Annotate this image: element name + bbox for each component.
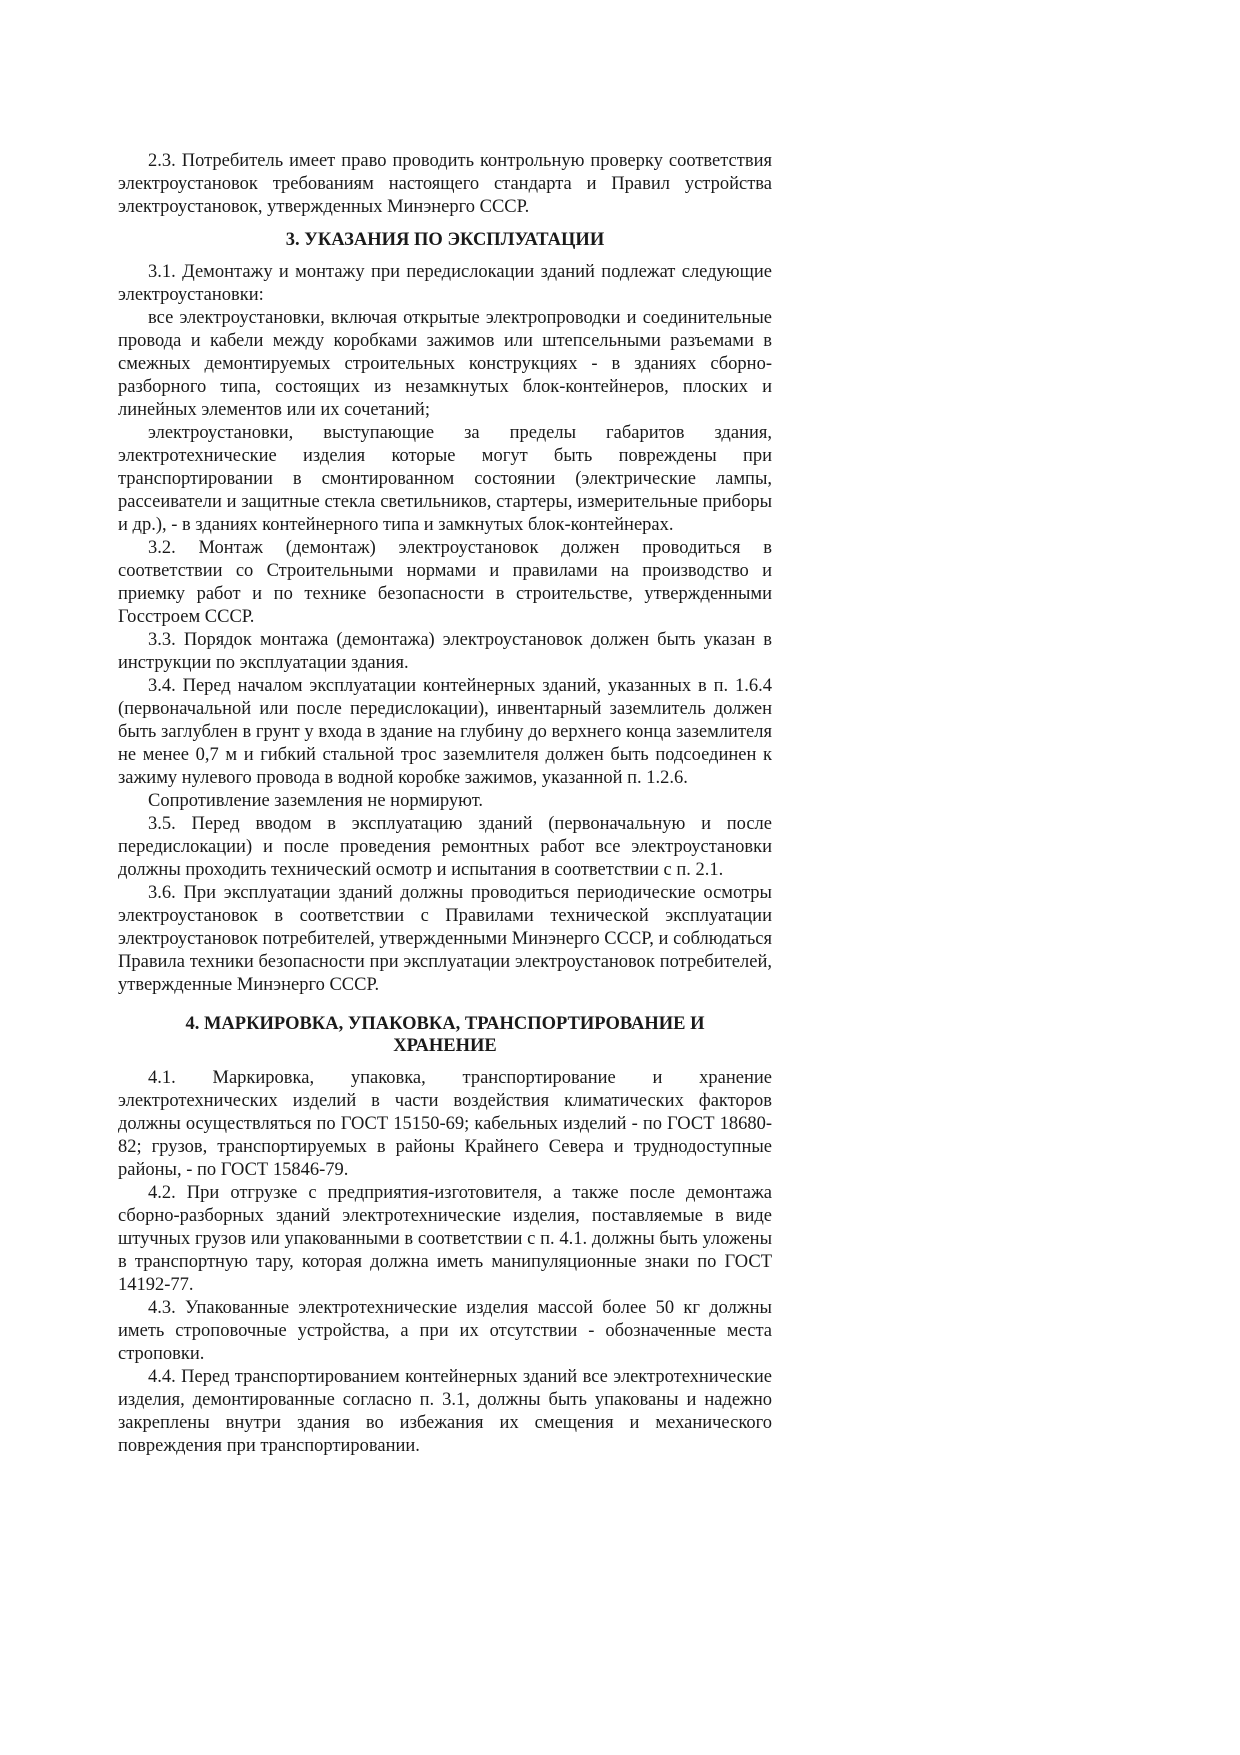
paragraph-3-3: 3.3. Порядок монтажа (демонтажа) электроустановок должен быть указан в инструкции по эксплуатации здания. [118,630,772,673]
paragraph-3-1-item-b: электроустановки, выступающие за пределы габаритов здания, электротехнические изделия которые могут быть повреждены при транспортировании в смонтированном состоянии (электрические лампы, рассеиватели и защитные стекла светильников, стартеры, измерительные приборы и др.), - в зданиях контейнерного типа и замкнутых блок-контейнерах. [118,423,772,535]
paragraph-3-2: 3.2. Монтаж (демонтаж) электроустановок должен проводиться в соответствии со Строительными нормами и правилами на производство и приемку работ и по технике безопасности в строительстве, утвержденными Госстроем СССР. [118,538,772,627]
paragraph-4-2: 4.2. При отгрузке с предприятия-изготовителя, а также после демонтажа сборно-разборных зданий электротехнические изделия, поставляемые в виде штучных грузов или упакованными в соответствии с п. 4.1. должны быть уложены в транспортную тару, которая должна иметь манипуляционные знаки по ГОСТ 14192-77. [118,1183,772,1295]
paragraph-3-5: 3.5. Перед вводом в эксплуатацию зданий (первоначальную и после передислокации) и после проведения ремонтных работ все электроустановки должны проходить технический осмотр и испытания в соответствии с п. 2.1. [118,814,772,880]
paragraph-3-1: 3.1. Демонтажу и монтажу при передислокации зданий подлежат следующие электроустановки: [118,262,772,305]
paragraph-3-1-item-a: все электроустановки, включая открытые электропроводки и соединительные провода и кабели между коробками зажимов или штепсельными разъемами в смежных демонтируемых строительных конструкциях - в зданиях сборно-разборного типа, состоящих из незамкнутых блок-контейнеров, плоских и линейных элементов или их сочетаний; [118,308,772,420]
paragraph-4-4: 4.4. Перед транспортированием контейнерных зданий все электротехнические изделия, демонтированные согласно п. 3.1, должны быть упакованы и надежно закреплены внутри здания во избежания их смещения и механического повреждения при транспортировании. [118,1367,772,1456]
paragraph-4-1: 4.1. Маркировка, упаковка, транспортирование и хранение электротехнических изделий в части воздействия климатических факторов должны осуществляться по ГОСТ 15150-69; кабельных изделий - по ГОСТ 18680-82; грузов, транспортируемых в районы Крайнего Севера и труднодоступные районы, - по ГОСТ 15846-79. [118,1068,772,1180]
paragraph-3-4-note: Сопротивление заземления не нормируют. [148,791,484,811]
paragraph-2-3: 2.3. Потребитель имеет право проводить контрольную проверку соответствия электроустановок требованиям настоящего стандарта и Правил устройства электроустановок, утвержденных Минэнерго СССР. [118,151,772,217]
section-4-heading-line-2: ХРАНЕНИЕ [393,1036,497,1056]
section-3-heading: 3. УКАЗАНИЯ ПО ЭКСПЛУАТАЦИИ [285,230,605,250]
document-page [118,150,772,1458]
paragraph-4-3: 4.3. Упакованные электротехнические изделия массой более 50 кг должны иметь строповочные устройства, а при их отсутствии - обозначенные места строповки. [118,1298,772,1364]
paragraph-3-6: 3.6. При эксплуатации зданий должны проводиться периодические осмотры электроустановок в соответствии с Правилами технической эксплуатации электроустановок потребителей, утвержденными Минэнерго СССР, и соблюдаться Правила техники безопасности при эксплуатации электроустановок потребителей, утвержденные Минэнерго СССР. [118,883,772,995]
section-4-heading [118,1013,772,1057]
paragraph-3-4: 3.4. Перед началом эксплуатации контейнерных зданий, указанных в п. 1.6.4 (первоначальной или после передислокации), инвентарный заземлитель должен быть заглублен в грунт у входа в здание на глубину до верхнего конца заземлителя не менее 0,7 м и гибкий стальной трос заземлителя должен быть подсоединен к зажиму нулевого провода в водной коробке зажимов, указанной п. 1.2.6. [118,676,772,788]
section-4-heading-line-1: 4. МАРКИРОВКА, УПАКОВКА, ТРАНСПОРТИРОВАНИЕ И [185,1014,705,1034]
